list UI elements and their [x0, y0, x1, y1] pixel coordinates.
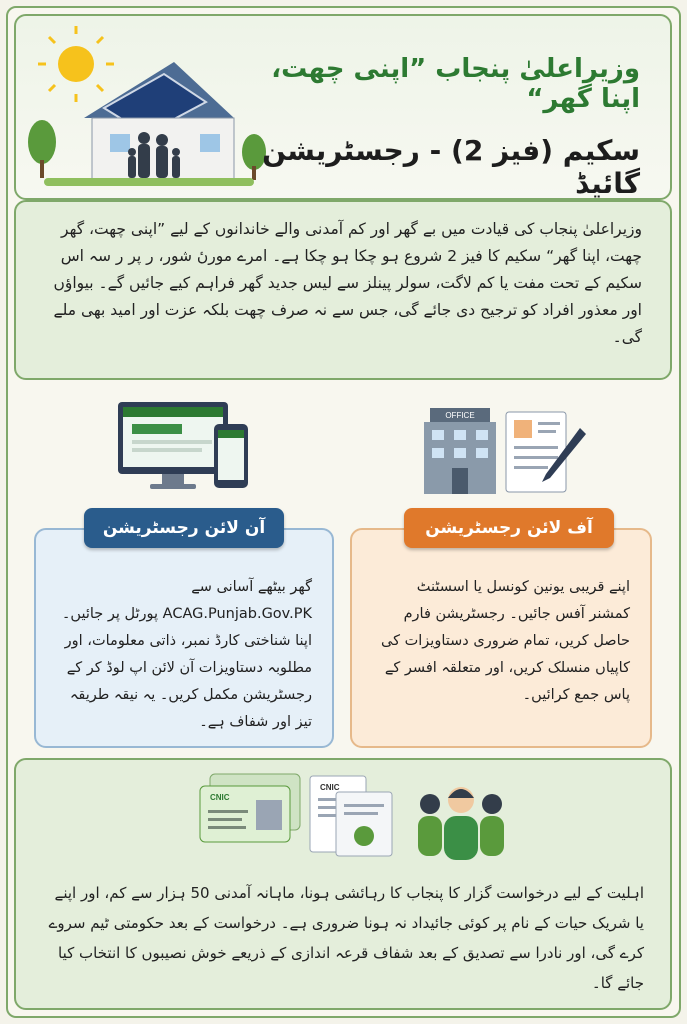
cnic-card-icon: [196, 772, 306, 848]
title-line-2: سکیم (فیز 2) - رجسٹریشن گائیڈ: [262, 134, 640, 200]
offline-registration-card: [350, 528, 652, 748]
eligibility-panel: [14, 758, 672, 1010]
tree-left-icon: [28, 120, 56, 164]
intro-panel: [14, 200, 672, 380]
sun-icon: [58, 46, 94, 82]
offline-text: اپنے قریبی یونین کونسل یا اسسٹنٹ کمشنر آفس جائیں۔ رجسٹریشن فارم حاصل کریں، تمام ضروری دستاویزات کی کاپیاں منسلک کریں، اور متعلقہ افسر کے پاس جمع کرائیں۔: [381, 579, 630, 703]
title-line-1: وزیراعلیٰ پنجاب ”اپنی چھت، اپنا گھر“: [271, 54, 640, 114]
header-panel: [14, 14, 672, 200]
cnic-documents-icon: [306, 770, 396, 860]
online-text: گھر بیٹھے آسانی سے ACAG.Punjab.Gov.PK پورٹل پر جائیں۔ اپنا شناختی کارڈ نمبر، ذاتی معلومات، اور مطلوبہ دستاویزات آن لائن اپ لوڈ کر کے رجسٹریشن مکمل کریں۔ یہ نیقہ طریقہ تیز اور شفاف ہے۔: [61, 579, 312, 730]
offline-registration-label: آف لائن رجسٹریشن: [404, 508, 614, 548]
office-and-form-icon: [420, 398, 590, 498]
online-registration-card: [34, 528, 334, 748]
cnic-doc-text: CNIC: [320, 783, 340, 792]
intro-text: وزیراعلیٰ پنجاب کی قیادت میں بے گھر اور کم آمدنی والے خاندانوں کے لیے ”اپنی چھت، گھر چھت، اپنا گھر“ سکیم کا فیز 2 شروع ہو چکا ہو چکا ہے۔ امرے مورںٔ شور، ر پر ر سہ اس سکیم کے تحت مفت یا کم لاگت، سولر پینلز سے لیس جدید گھر فراہم کیے جائیں گے۔ بیواؤں اور معذور افراد کو ترجیح دی جائے گی، جس سے نہ صرف چھت بلکہ عزت اور امید بھی ملے گی۔: [53, 220, 642, 346]
online-registration-label: آن لائن رجسٹریشن: [84, 508, 284, 548]
office-sign-text: OFFICE: [445, 411, 475, 420]
computer-and-phone-icon: [118, 398, 258, 498]
eligibility-text: اہلیت کے لیے درخواست گزار کا پنجاب کا رہائشی ہونا، ماہانہ آمدنی 50 ہزار سے کم، اور اپنے یا شریک حیات کے نام پر کوئی جائیداد نہ ہونا ضروری ہے۔ درخواست کے بعد حکومتی ٹیم سروے کرے گی، اور نادرا سے تصدیق کے بعد شفاف قرعہ اندازی کے ذریعے خوش نصیبوں کا انتخاب کیا جائے گا۔: [48, 884, 644, 992]
cnic-card-text: CNIC: [210, 793, 230, 802]
applicants-group-icon: [406, 774, 516, 864]
solar-house-illustration: [24, 22, 274, 198]
